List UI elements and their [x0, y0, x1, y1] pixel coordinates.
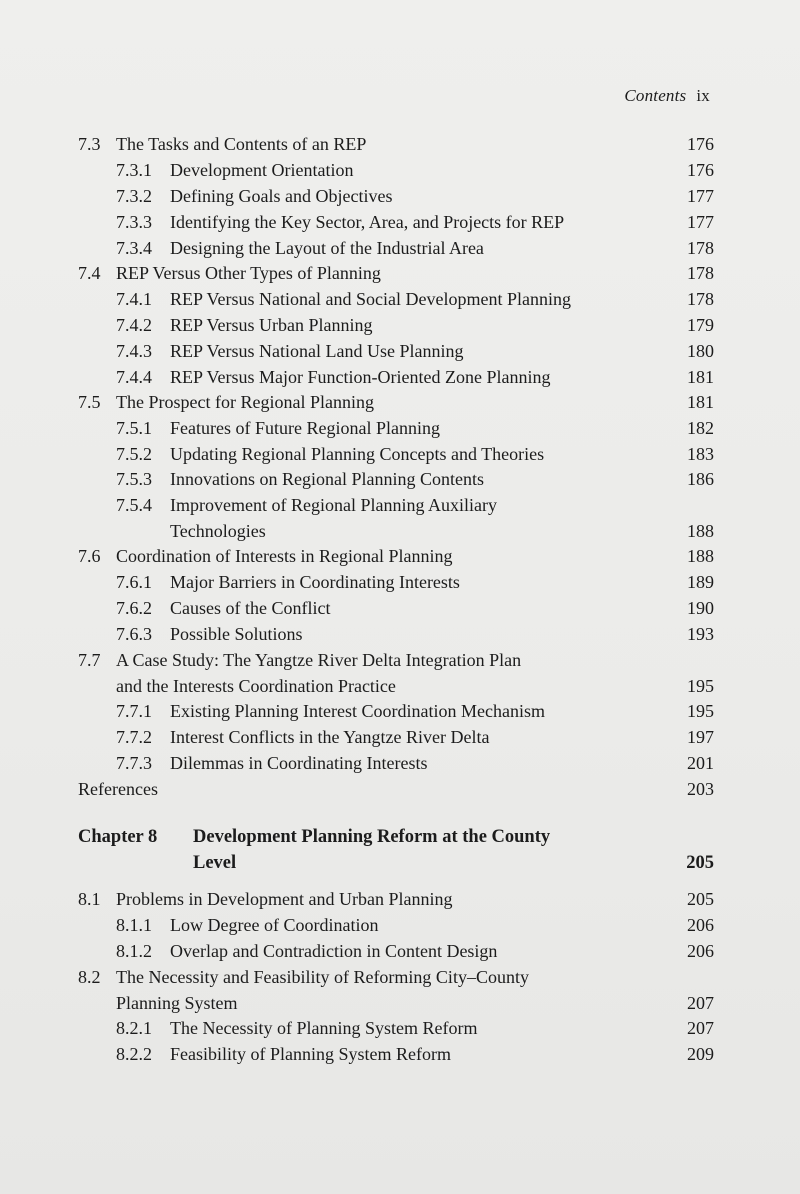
entry-title: References [78, 779, 158, 799]
entry-title: Features of Future Regional Planning [170, 418, 440, 438]
entry-number: 7.4.4 [116, 367, 152, 387]
entry-number: 8.2 [78, 967, 101, 987]
toc-entry [0, 260, 800, 286]
toc-entry [0, 183, 800, 209]
entry-page: 178 [687, 238, 714, 258]
entry-page: 201 [687, 753, 714, 773]
entry-page: 181 [687, 392, 714, 412]
entry-number: 7.7.2 [116, 727, 152, 747]
entry-page: 189 [687, 572, 714, 592]
entry-number: 8.1 [78, 889, 101, 909]
entry-page: 190 [687, 598, 714, 618]
toc-entry [0, 698, 800, 724]
entry-number: 7.5 [78, 392, 101, 412]
entry-title: Dilemmas in Coordinating Interests [170, 753, 428, 773]
entry-title: The Tasks and Contents of an REP [116, 134, 367, 154]
chapter-number: Chapter 8 [78, 827, 158, 847]
entry-page: 206 [687, 941, 714, 961]
running-head [624, 86, 710, 106]
entry-page: 197 [687, 727, 714, 747]
toc-entry [0, 235, 800, 261]
entry-page: 181 [687, 367, 714, 387]
entry-number: 8.1.1 [116, 915, 152, 935]
toc-entry [0, 492, 800, 518]
toc-entry [0, 750, 800, 776]
entry-page: 205 [687, 889, 714, 909]
toc-entry [0, 389, 800, 415]
toc-entry [0, 466, 800, 492]
toc-entry-continuation [0, 990, 800, 1016]
toc-entry [0, 647, 800, 673]
entry-title: Updating Regional Planning Concepts and Theories [170, 444, 545, 464]
entry-page: 177 [687, 212, 714, 232]
entry-page: 177 [687, 186, 714, 206]
running-head-page-number: ix [696, 86, 710, 105]
entry-title: Development Orientation [170, 160, 354, 180]
toc-entry [0, 157, 800, 183]
toc-entry [0, 724, 800, 750]
entry-page: 179 [687, 315, 714, 335]
toc-entry [0, 543, 800, 569]
entry-title: Innovations on Regional Planning Contents [170, 469, 484, 489]
toc-entry [0, 286, 800, 312]
entry-number: 7.4.1 [116, 289, 152, 309]
entry-title: Technologies [170, 521, 266, 541]
entry-page: 182 [687, 418, 714, 438]
entry-page: 176 [687, 160, 714, 180]
toc-entry [0, 964, 800, 990]
entry-number: 7.6.2 [116, 598, 152, 618]
entry-page: 203 [687, 779, 714, 799]
toc-entry [0, 569, 800, 595]
toc-entry-references [0, 776, 800, 802]
toc-entry [0, 912, 800, 938]
entry-title: Identifying the Key Sector, Area, and Projects for REP [170, 212, 565, 232]
entry-page: 176 [687, 134, 714, 154]
entry-page: 188 [687, 521, 714, 541]
entry-number: 7.6 [78, 546, 101, 566]
toc-entry-continuation [0, 673, 800, 699]
entry-page: 195 [687, 701, 714, 721]
toc-entry [0, 621, 800, 647]
entry-title: Designing the Layout of the Industrial Area [170, 238, 484, 258]
entry-title: Possible Solutions [170, 624, 303, 644]
toc-entry [0, 595, 800, 621]
entry-title: A Case Study: The Yangtze River Delta Integration Plan [116, 650, 522, 670]
entry-number: 7.3.4 [116, 238, 152, 258]
entry-title: Overlap and Contradiction in Content Design [170, 941, 498, 961]
entry-number: 7.4.2 [116, 315, 152, 335]
toc-entry [0, 1015, 800, 1041]
chapter-heading-continuation [0, 850, 800, 876]
entry-title: Planning System [116, 993, 238, 1013]
entry-number: 7.3.2 [116, 186, 152, 206]
entry-title: Interest Conflicts in the Yangtze River Delta [170, 727, 490, 747]
entry-title: REP Versus Other Types of Planning [116, 263, 381, 283]
entry-title: Improvement of Regional Planning Auxiliary [170, 495, 497, 515]
entry-title: The Necessity of Planning System Reform [170, 1018, 478, 1038]
entry-page: 178 [687, 263, 714, 283]
chapter-heading [0, 824, 800, 850]
entry-number: 7.6.3 [116, 624, 152, 644]
entry-number: 7.6.1 [116, 572, 152, 592]
entry-title: REP Versus Urban Planning [170, 315, 373, 335]
entry-page: 178 [687, 289, 714, 309]
entry-page: 186 [687, 469, 714, 489]
entry-title: Low Degree of Coordination [170, 915, 379, 935]
entry-number: 7.3 [78, 134, 101, 154]
entry-number: 7.7.3 [116, 753, 152, 773]
toc-entry [0, 312, 800, 338]
toc-entry [0, 886, 800, 912]
chapter-title: Level [193, 853, 237, 873]
entry-title: Major Barriers in Coordinating Interests [170, 572, 460, 592]
entry-title: REP Versus National Land Use Planning [170, 341, 464, 361]
chapter-title: Development Planning Reform at the County [193, 827, 551, 847]
entry-page: 195 [687, 676, 714, 696]
entry-number: 7.7 [78, 650, 101, 670]
entry-page: 180 [687, 341, 714, 361]
entry-title: Causes of the Conflict [170, 598, 331, 618]
entry-page: 207 [687, 1018, 714, 1038]
entry-page: 206 [687, 915, 714, 935]
entry-number: 7.7.1 [116, 701, 152, 721]
entry-title: The Necessity and Feasibility of Reforming City–County [116, 967, 529, 987]
entry-title: REP Versus National and Social Development Planning [170, 289, 571, 309]
entry-number: 8.2.1 [116, 1018, 152, 1038]
entry-page: 188 [687, 546, 714, 566]
entry-title: Feasibility of Planning System Reform [170, 1044, 451, 1064]
entry-number: 7.5.1 [116, 418, 152, 438]
chapter-page: 205 [686, 853, 714, 873]
toc-entry [0, 131, 800, 157]
entry-page: 207 [687, 993, 714, 1013]
entry-title: Coordination of Interests in Regional Planning [116, 546, 453, 566]
entry-title: Defining Goals and Objectives [170, 186, 393, 206]
toc-entry [0, 209, 800, 235]
entry-number: 7.3.3 [116, 212, 152, 232]
entry-title: The Prospect for Regional Planning [116, 392, 374, 412]
toc-entry [0, 441, 800, 467]
entry-number: 7.5.4 [116, 495, 152, 515]
entry-number: 7.4 [78, 263, 101, 283]
entry-page: 209 [687, 1044, 714, 1064]
entry-page: 193 [687, 624, 714, 644]
toc-entry [0, 338, 800, 364]
toc-entry-continuation [0, 518, 800, 544]
entry-number: 8.2.2 [116, 1044, 152, 1064]
entry-title: Existing Planning Interest Coordination Mechanism [170, 701, 545, 721]
entry-number: 7.5.3 [116, 469, 152, 489]
toc-entry [0, 364, 800, 390]
entry-title: Problems in Development and Urban Planning [116, 889, 453, 909]
entry-number: 7.3.1 [116, 160, 152, 180]
entry-number: 7.4.3 [116, 341, 152, 361]
entry-title: REP Versus Major Function-Oriented Zone Planning [170, 367, 551, 387]
entry-page: 183 [687, 444, 714, 464]
entry-title: and the Interests Coordination Practice [116, 676, 396, 696]
toc-entry [0, 1041, 800, 1067]
entry-number: 7.5.2 [116, 444, 152, 464]
entry-number: 8.1.2 [116, 941, 152, 961]
toc-entry [0, 415, 800, 441]
running-head-title: Contents [624, 86, 687, 105]
toc-entry [0, 938, 800, 964]
